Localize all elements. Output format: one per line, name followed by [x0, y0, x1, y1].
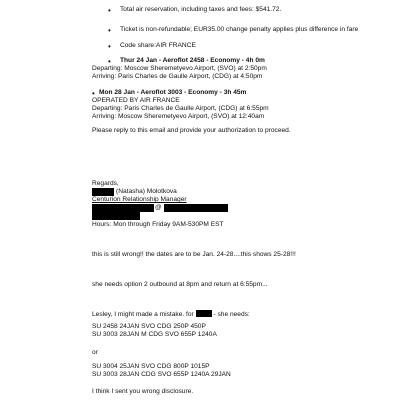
signature-regards: Regards,: [92, 180, 119, 187]
itinerary2-line1: SU 3004 25JAN SVO CDG 800P 1015P: [92, 363, 210, 370]
closing-line: I think I sent you wrong disclosure.: [92, 388, 194, 395]
flight2-arriving: Arriving: Moscow Sheremetyevo Airport, (SVO) at 12:40am: [92, 113, 265, 120]
flight2-header: Mon 28 Jan - Aeroflot 3003 - Economy - 3h 45m: [99, 89, 247, 96]
flight1-arriving: Arriving: Paris Charles de Gaulle Airport, (CDG) at 4:50pm: [92, 73, 263, 80]
bullet-dot: •: [108, 57, 111, 66]
redaction-block: [92, 188, 114, 196]
message-lesley: [92, 310, 250, 319]
bullet-ticket: Ticket is non-refundable; EUR35.00 change penalty applies plus difference in fare: [120, 26, 359, 33]
bullet-total: Total air reservation, including taxes and fees: $541.72.: [120, 6, 282, 13]
flight1-departing: Departing: Moscow Sheremetyevo Airport, (SVO) at 2:50pm: [92, 65, 267, 72]
redaction-block: [92, 204, 154, 212]
redaction-block: [196, 310, 212, 317]
bullet-codeshare: Code share:AIR FRANCE: [120, 42, 196, 49]
signature-name: (Natasha) Molotkova: [116, 188, 177, 195]
bullet-dot: •: [108, 6, 111, 15]
signature-hours: Hours: Mon through Friday 9AM-530PM EST: [92, 221, 224, 228]
flight1-header: Thur 24 Jan - Aeroflot 2458 - Economy - 4h 0m: [120, 57, 265, 64]
redaction-block: [92, 212, 140, 220]
flight2-departing: Departing: Paris Charles de Gaulle Airport, (CDG) at 6:55pm: [92, 105, 269, 112]
message-wrong-dates: this is still wrong!! the dates are to be Jan. 24-28....this shows 25-28!!!: [92, 251, 296, 258]
bullet-dot: •: [108, 26, 111, 35]
itinerary1-line2: SU 3003 28JAN M CDG SVO 655P 1240A: [92, 331, 217, 338]
or-text: or: [92, 349, 98, 356]
bullet-dot: •: [108, 42, 111, 51]
itinerary2-line2: SU 3003 28JAN CDG SVO 655P 1240A 29JAN: [92, 371, 231, 378]
message-lesley-post: - she needs:: [213, 311, 250, 318]
signature-title: Centurion Relationship Manager: [92, 196, 187, 203]
itinerary1-line1: SU 2458 24JAN SVO CDG 250P 450P: [92, 323, 206, 330]
bullet-dot: •: [92, 89, 95, 98]
reply-note: Please reply to this email and provide your authorization to proceed.: [92, 127, 291, 134]
flight2-operated: OPERATED BY AIR FRANCE: [92, 97, 180, 104]
message-option: she needs option 2 outbound at 8pm and return at 6:55pm...: [92, 281, 268, 288]
message-lesley-pre: Lesley, I might made a mistake. for: [92, 311, 194, 318]
redaction-block: [164, 204, 228, 212]
signature-at: @: [155, 204, 162, 211]
